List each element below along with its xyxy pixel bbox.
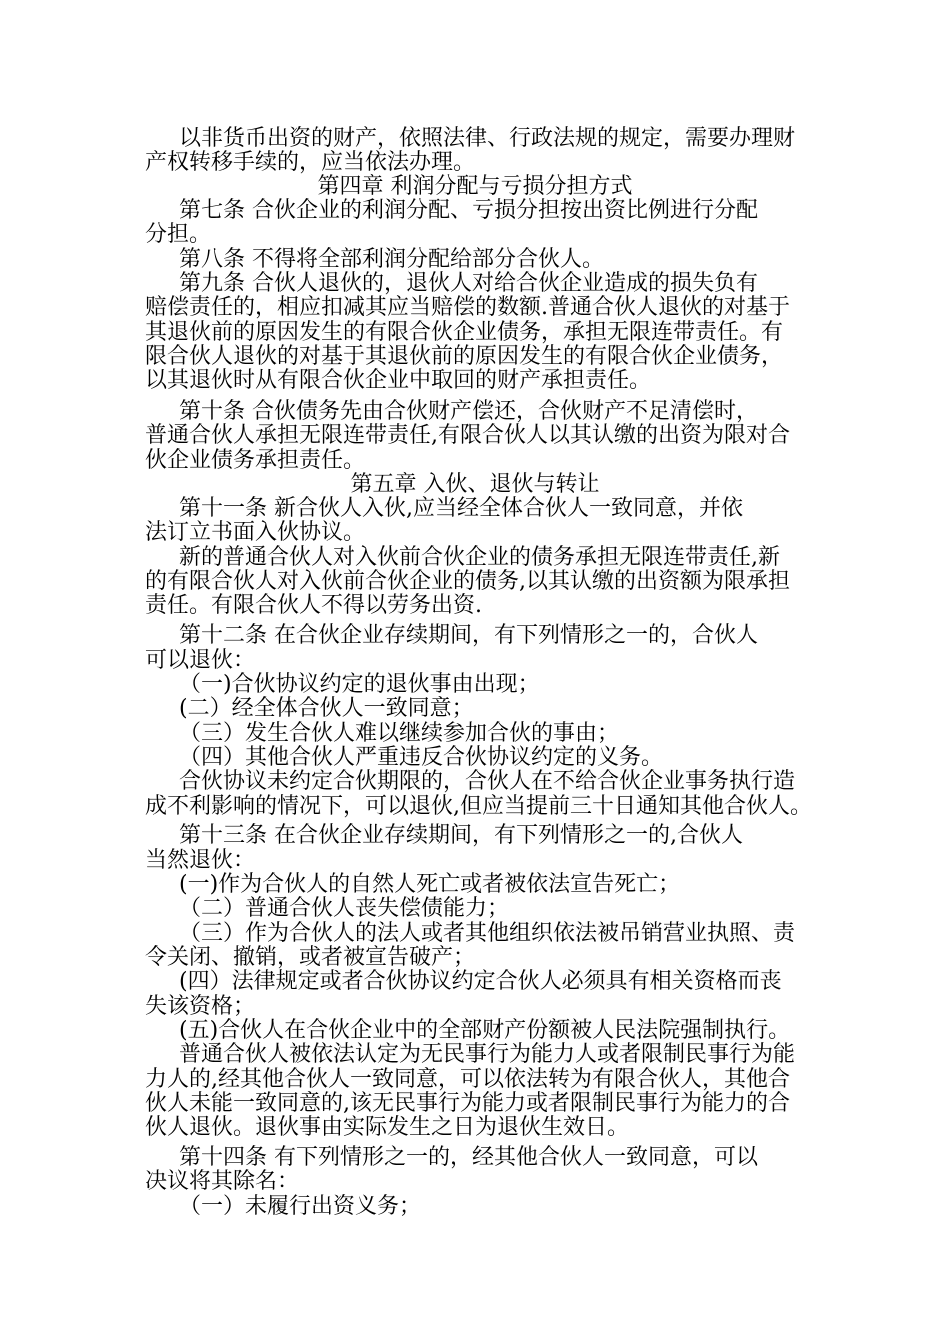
paragraph-line: 决议将其除名：	[145, 1169, 300, 1194]
list-item: （二）普通合伙人丧失偿债能力；	[179, 896, 510, 921]
paragraph-line: 普通合伙人被依法认定为无民事行为能力人或者限制民事行为能	[179, 1042, 796, 1067]
article-line: 第十条 合伙债务先由合伙财产偿还，合伙财产不足清偿时，	[179, 399, 758, 424]
paragraph-line: 合伙协议未约定合伙期限的，合伙人在不给合伙企业事务执行造	[179, 769, 796, 794]
paragraph-line: 令关闭、撤销，或者被宣告破产；	[145, 945, 476, 970]
article-line: 第九条 合伙人退伙的，退伙人对给合伙企业造成的损失负有	[179, 271, 758, 296]
paragraph-line: 其退伙前的原因发生的有限合伙企业债务，承担无限连带责任。有	[145, 320, 784, 345]
paragraph-line: 产权转移手续的，应当依法办理。	[145, 150, 476, 175]
paragraph-line: 的有限合伙人对入伙前合伙企业的债务,以其认缴的出资额为限承担	[145, 569, 790, 594]
paragraph-line: 失该资格；	[145, 994, 256, 1019]
paragraph-line: 伙人未能一致同意的,该无民事行为能力或者限制民事行为能力的合	[145, 1091, 790, 1116]
paragraph-line: 限合伙人退伙的对基于其退伙前的原因发生的有限合伙企业债务，	[145, 344, 784, 369]
paragraph-line: 以其退伙时从有限合伙企业中取回的财产承担责任。	[145, 368, 652, 393]
paragraph-line: 普通合伙人承担无限连带责任,有限合伙人以其认缴的出资为限对合	[145, 423, 790, 448]
paragraph-line: 赔偿责任的，相应扣减其应当赔偿的数额.普通合伙人退伙的对基于	[145, 295, 790, 320]
article-line: 第十一条 新合伙人入伙,应当经全体合伙人一致同意，并依	[179, 496, 743, 521]
paragraph-line: 力人的,经其他合伙人一致同意，可以依法转为有限合伙人，其他合	[145, 1067, 790, 1092]
paragraph-line: 伙人退伙。退伙事由实际发生之日为退伙生效日。	[145, 1115, 630, 1140]
list-item: （四）其他合伙人严重违反合伙协议约定的义务。	[179, 745, 664, 770]
paragraph-line: 成不利影响的情况下，可以退伙,但应当提前三十日通知其他合伙人。	[145, 794, 812, 819]
list-item: （三）发生合伙人难以继续参加合伙的事由；	[179, 721, 620, 746]
article-line: 第七条 合伙企业的利润分配、亏损分担按出资比例进行分配	[179, 198, 758, 223]
paragraph-line: 分担。	[145, 222, 212, 247]
list-item: （一）未履行出资义务；	[179, 1194, 422, 1219]
paragraph-line: 责任。有限合伙人不得以劳务出资.	[145, 593, 482, 618]
list-item: (一)作为合伙人的自然人死亡或者被依法宣告死亡；	[179, 872, 681, 897]
chapter-heading: 第五章 入伙、退伙与转让	[350, 472, 600, 497]
article-line: 第十二条 在合伙企业存续期间，有下列情形之一的，合伙人	[179, 623, 758, 648]
article-line: 第八条 不得将全部利润分配给部分合伙人。	[179, 247, 604, 272]
paragraph-line: 可以退伙：	[145, 648, 256, 673]
paragraph-line: 伙企业债务承担责任。	[145, 448, 366, 473]
list-item: （三）作为合伙人的法人或者其他组织依法被吊销营业执照、责	[179, 921, 796, 946]
paragraph-line: 当然退伙：	[145, 848, 256, 873]
article-line: 第十三条 在合伙企业存续期间，有下列情形之一的,合伙人	[179, 823, 743, 848]
list-item: （一)合伙协议约定的退伙事由出现；	[179, 672, 540, 697]
paragraph-line: 新的普通合伙人对入伙前合伙企业的债务承担无限连带责任,新	[179, 545, 780, 570]
article-line: 第十四条 有下列情形之一的，经其他合伙人一致同意，可以	[179, 1145, 758, 1170]
list-item: (二）经全体合伙人一致同意；	[179, 696, 474, 721]
paragraph-line: 以非货币出资的财产，依照法律、行政法规的规定，需要办理财	[179, 126, 796, 151]
list-item: (五)合伙人在合伙企业中的全部财产份额被人民法院强制执行。	[179, 1018, 791, 1043]
list-item: (四）法律规定或者合伙协议约定合伙人必须具有相关资格而丧	[179, 969, 782, 994]
paragraph-line: 法订立书面入伙协议。	[145, 520, 366, 545]
chapter-heading: 第四章 利润分配与亏损分担方式	[317, 174, 633, 199]
